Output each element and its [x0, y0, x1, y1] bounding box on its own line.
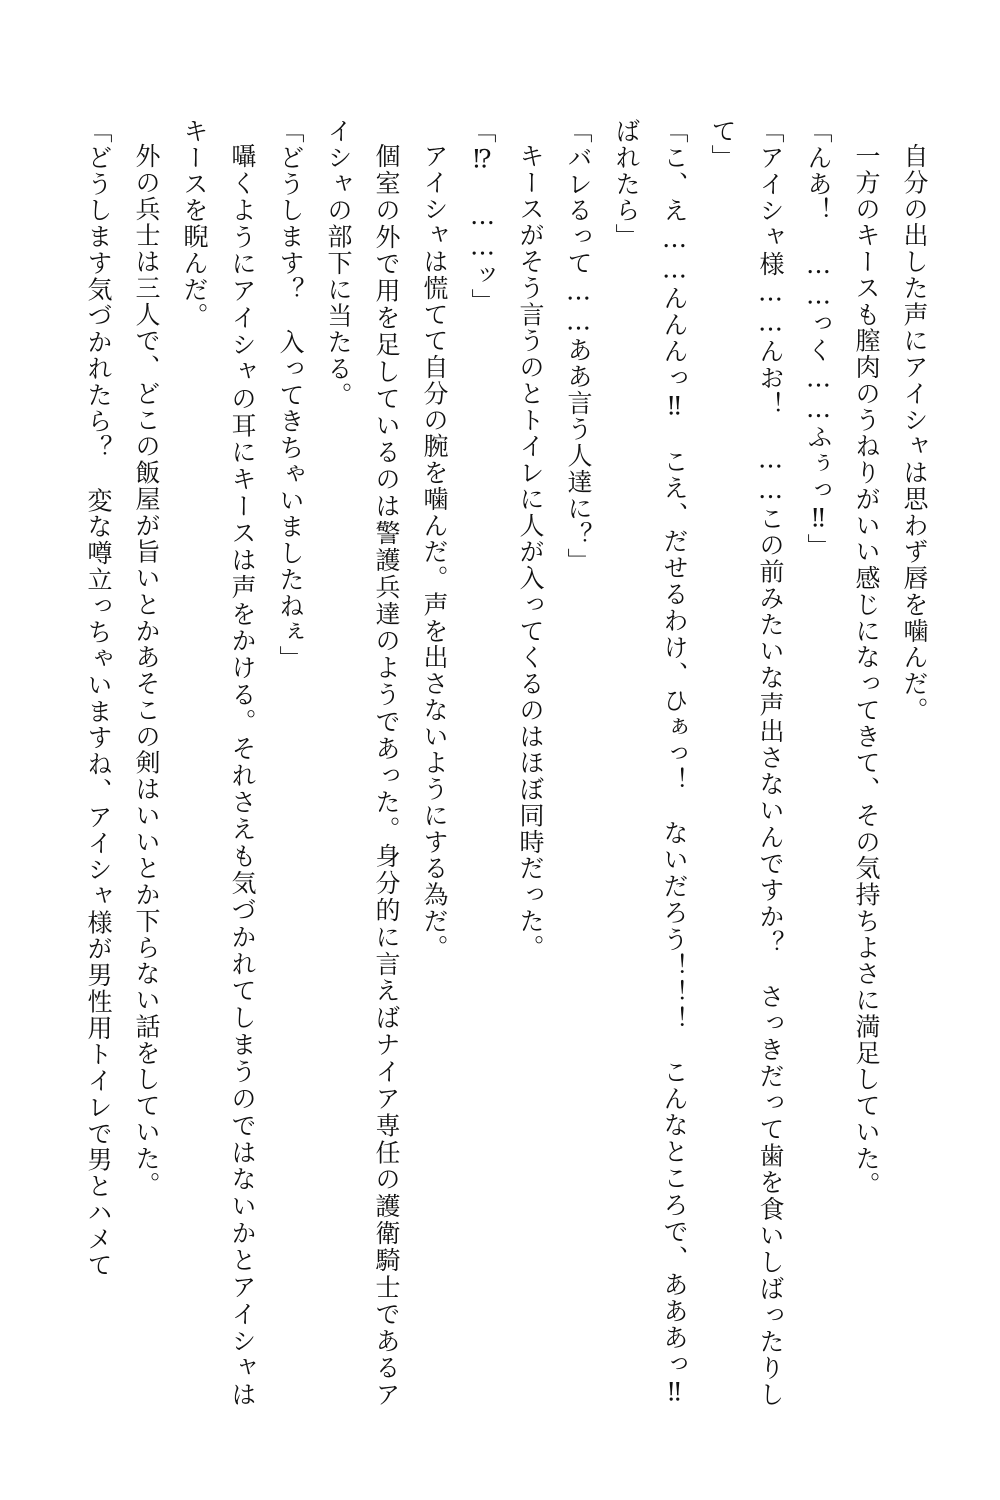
page-text-body — [62, 118, 938, 1435]
paragraph: 「んあ！ ……っく……ふぅっ‼」 — [804, 118, 833, 560]
paragraph: アイシャは慌てて自分の腕を噛んだ。声を出さないようにする為だ。 — [420, 143, 449, 961]
vertical-text-column — [62, 118, 938, 1435]
paragraph: キースがそう言うのとトイレに人が入ってくるのはほぼ同時だった。 — [516, 143, 545, 961]
paragraph: 「バレるって……ああ言う人達に？」 — [564, 118, 593, 575]
paragraph: 「アイシャ様……んお！ ……この前みたいな声出さないんですか？ さっきだって歯を食いしばったりして」 — [708, 118, 785, 1408]
paragraph: 自分の出した声にアイシャは思わず唇を噛んだ。 — [900, 143, 929, 724]
paragraph: 囁くようにアイシャの耳にキースは声をかける。それさえも気づかれてしまうのではないかとアイシャはキースを睨んだ。 — [180, 118, 257, 1408]
paragraph: 「⁉ ……ッ」 — [468, 118, 497, 315]
paragraph: 「どうします気づかれたら？ 変な噂立っちゃいますね、アイシャ様が男性用トイレで男とハメて — [84, 118, 113, 1279]
paragraph: 「どうします？ 入ってきちゃいましたねぇ」 — [276, 118, 305, 672]
paragraph: 一方のキースも膣肉のうねりがいい感じになってきて、その気持ちよさに満足していた。 — [852, 143, 881, 1198]
paragraph: 「こ、え……んんんっ‼ こえ、だせるわけ、ひぁっ！ ないだろう！！！ こんなところで、あああっ‼ ばれたら」 — [612, 118, 689, 1435]
paragraph: 外の兵士は三人で、どこの飯屋が旨いとかあそこの剣はいいとか下らない話をしていた。 — [132, 143, 161, 1198]
paragraph: 個室の外で用を足しているのは警護兵達のようであった。身分的に言えばナイア専任の護衛騎士であるアイシャの部下に当たる。 — [324, 118, 401, 1408]
